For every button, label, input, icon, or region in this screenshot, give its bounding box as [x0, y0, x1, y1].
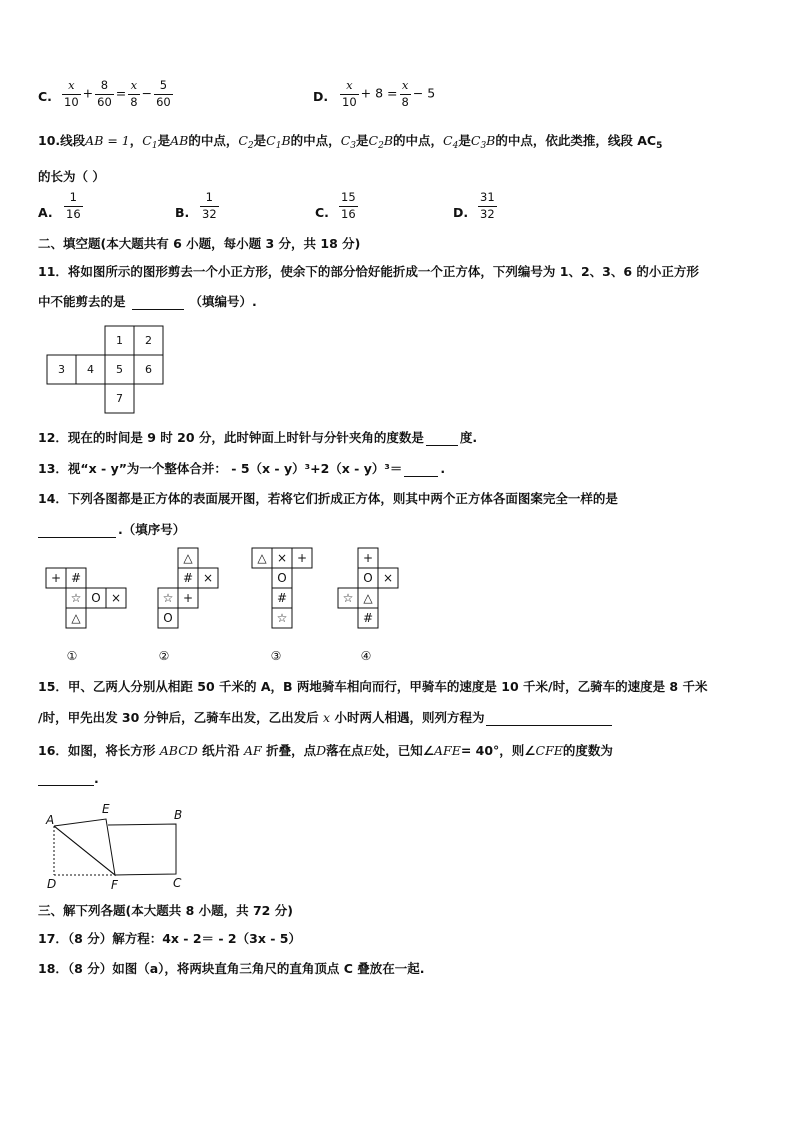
svg-text:O: O: [363, 571, 373, 585]
q10-option-d-label: D.: [453, 205, 469, 220]
q9-option-d-label: D.: [313, 89, 329, 104]
svg-text:×: ×: [110, 591, 122, 605]
svg-text:△: △: [363, 591, 373, 605]
svg-text:△: △: [183, 551, 193, 565]
svg-text:E: E: [102, 802, 110, 816]
svg-text:④: ④: [360, 649, 372, 663]
folded-rectangle-figure-q16: [40, 800, 200, 892]
q10-option-b-value: $\frac{1}{32}$: [202, 190, 217, 221]
svg-text:#: #: [362, 611, 374, 625]
svg-text:×: ×: [276, 551, 288, 565]
svg-text:F: F: [111, 878, 118, 892]
answer-blank: [38, 525, 116, 538]
section-3-heading: 三、解下列各题(本大题共 8 小题，共 72 分): [38, 903, 293, 918]
question-10-stem: 10.线段AB = 1，$C_1$是AB的中点，$C_2$是$C_1B$的中点，$C_3$是$C_2B$的中点，$C_4$是$C_3B$的中点，依此类推，线段 $AC_5$: [38, 133, 663, 151]
svg-text:△: △: [257, 551, 267, 565]
svg-text:B: B: [174, 808, 183, 822]
question-15-line2: /时，甲先出发 30 分钟后，乙骑车出发，乙出发后 x 小时两人相遇，则列方程为: [38, 708, 612, 726]
question-12: 12．现在的时间是 9 时 20 分，此时钟面上时针与分针夹角的度数是 度.: [38, 430, 478, 445]
svg-text:×: ×: [202, 571, 214, 585]
svg-text:4: 4: [87, 363, 94, 376]
question-16-line1: 16．如图，将长方形 ABCD 纸片沿 AF 折叠，点D落在点E处，已知∠AFE= 40°，则∠CFE的度数为: [38, 743, 613, 758]
question-15-line1: 15．甲、乙两人分别从相距 50 千米的 A，B 两地骑车相向而行，甲骑车的速度是 10 千米/时，乙骑车的速度是 8 千米: [38, 679, 708, 694]
question-11-line2: 中不能剪去的是 （填编号）.: [38, 294, 257, 309]
svg-text:②: ②: [158, 649, 170, 663]
q9-option-c-label: C.: [38, 89, 52, 104]
q10-option-d-value: $\frac{31}{32}$: [480, 190, 495, 221]
question-11-line1: 11．将如图所示的图形剪去一个小正方形，使余下的部分恰好能折成一个正方体，下列编号为 1、2、3、6 的小正方形: [38, 264, 699, 279]
svg-text:D: D: [47, 877, 57, 891]
svg-text:△: △: [71, 611, 81, 625]
svg-text:#: #: [70, 571, 82, 585]
answer-blank: [38, 773, 94, 786]
q9-option-d-equation: $\frac{x}{10}$ + 8 = $\frac{x}{8}$ − 5: [342, 78, 436, 109]
svg-text:1: 1: [116, 334, 123, 347]
svg-text:☆: ☆: [70, 591, 82, 605]
q9-option-c-equation: $\frac{x}{10}$ + $\frac{8}{60}$ = $\frac{x}{8}$ − $\frac{5}{60}$: [64, 78, 171, 109]
svg-text:O: O: [91, 591, 101, 605]
q10-option-a-value: $\frac{1}{16}$: [66, 190, 81, 221]
svg-text:O: O: [277, 571, 287, 585]
svg-text:+: +: [362, 551, 374, 565]
svg-text:O: O: [163, 611, 173, 625]
svg-text:+: +: [296, 551, 308, 565]
svg-text:5: 5: [116, 363, 123, 376]
svg-text:#: #: [182, 571, 194, 585]
question-14-line2: .（填序号）: [38, 520, 185, 538]
svg-text:#: #: [276, 591, 288, 605]
svg-text:+: +: [50, 571, 62, 585]
q10-option-c-value: $\frac{15}{16}$: [341, 190, 356, 221]
answer-blank: [404, 464, 438, 477]
answer-blank: [426, 433, 458, 446]
question-10-line2: 的长为（ ）: [38, 169, 105, 184]
question-18: 18．（8 分）如图（a），将两块直角三角尺的直角顶点 C 叠放在一起.: [38, 961, 425, 976]
cube-nets-q14: [40, 546, 410, 668]
svg-text:7: 7: [116, 392, 123, 405]
svg-text:3: 3: [58, 363, 65, 376]
answer-blank: [132, 297, 184, 310]
svg-text:☆: ☆: [342, 591, 354, 605]
question-13: 13．视“x - y”为一个整体合并： - 5（x - y）³+2（x - y）³＝ .: [38, 461, 446, 476]
question-16-line2: .: [38, 771, 99, 786]
answer-blank: [486, 713, 612, 726]
question-14-line1: 14．下列各图都是正方体的表面展开图，若将它们折成正方体，则其中两个正方体各面图案完全一样的是: [38, 491, 618, 506]
cube-net-figure-q11: [45, 324, 165, 414]
svg-text:6: 6: [145, 363, 152, 376]
section-2-heading: 二、填空题(本大题共有 6 小题，每小题 3 分，共 18 分): [38, 236, 361, 251]
svg-text:C: C: [173, 876, 182, 890]
q10-option-b-label: B.: [175, 205, 190, 220]
svg-text:2: 2: [145, 334, 152, 347]
svg-text:☆: ☆: [162, 591, 174, 605]
svg-text:☆: ☆: [276, 611, 288, 625]
svg-text:A: A: [46, 813, 55, 827]
svg-text:③: ③: [270, 649, 282, 663]
q10-option-a-label: A.: [38, 205, 53, 220]
q10-option-c-label: C.: [315, 205, 329, 220]
svg-text:+: +: [182, 591, 194, 605]
svg-text:①: ①: [66, 649, 78, 663]
question-17: 17．（8 分）解方程：4x - 2＝ - 2（3x - 5）: [38, 931, 301, 946]
svg-text:×: ×: [382, 571, 394, 585]
